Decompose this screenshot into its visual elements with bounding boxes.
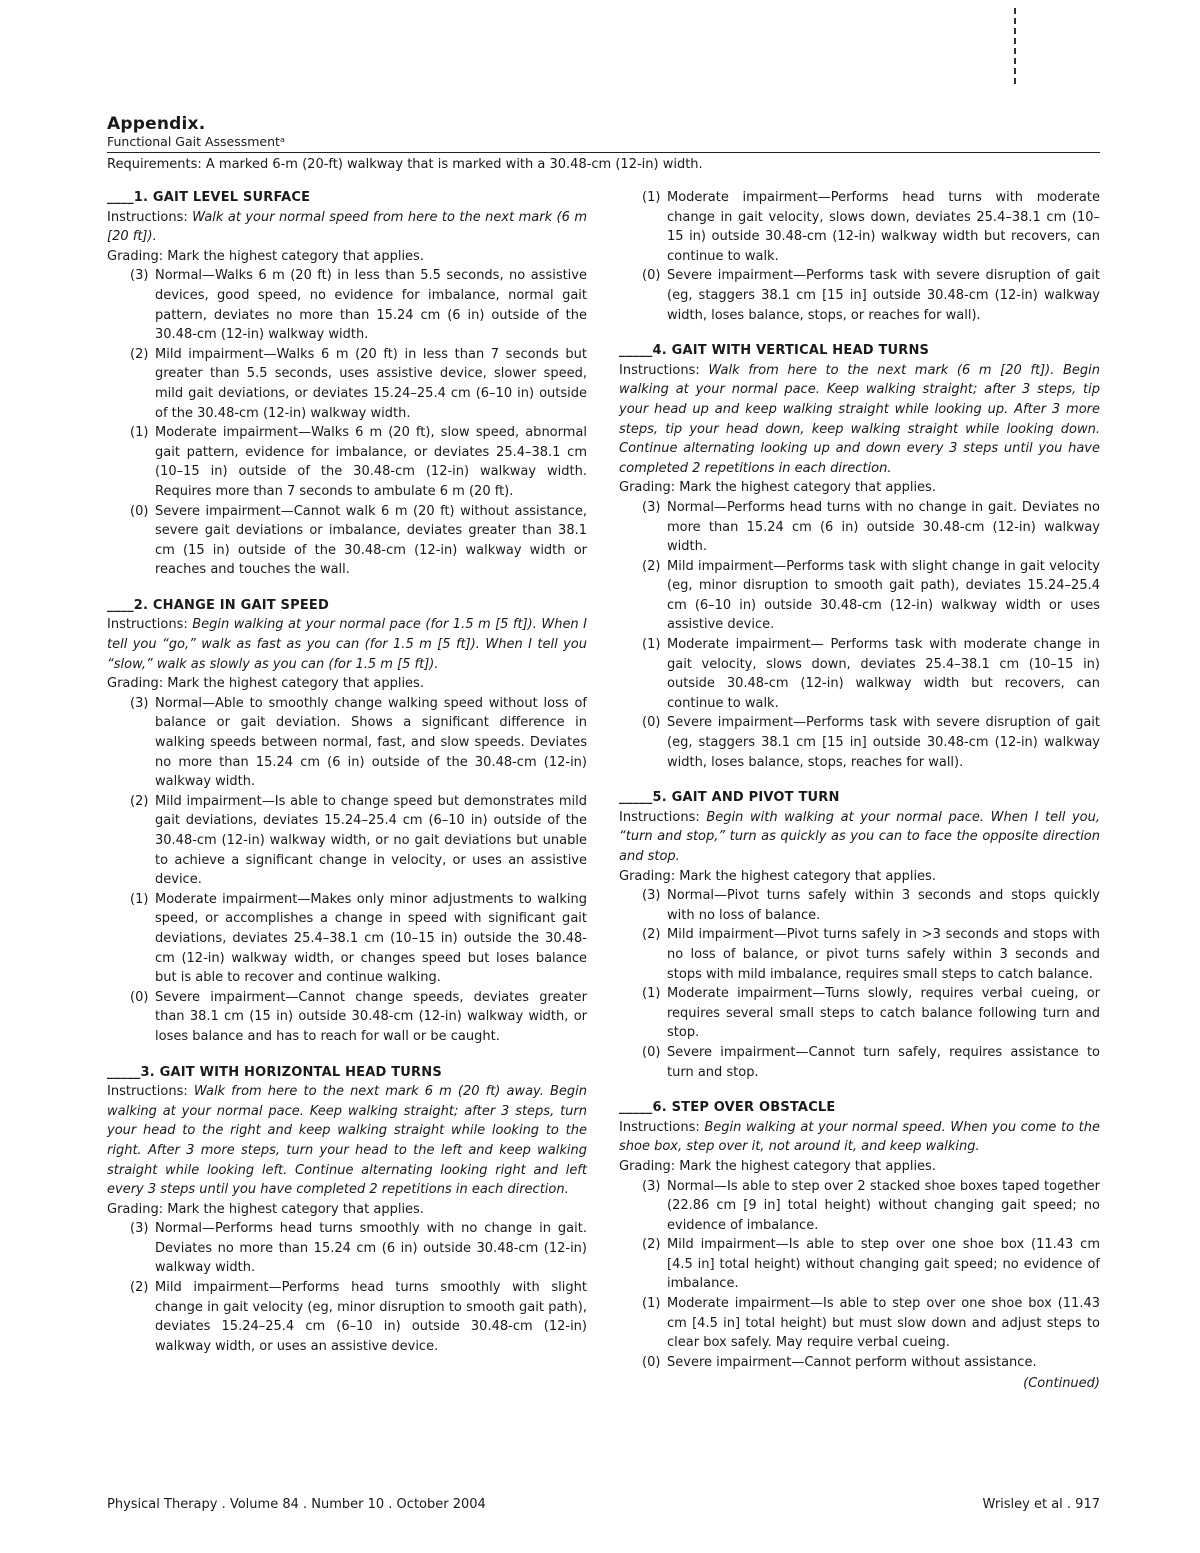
grade-code: (3)	[642, 1178, 661, 1194]
section-gait-level-surface	[107, 188, 587, 580]
grade-item	[619, 1353, 1100, 1373]
grade-code: (2)	[642, 1237, 661, 1253]
section-gait-and-pivot-turn	[619, 788, 1100, 1082]
grading-label: Grading: Mark the highest category that applies.	[619, 480, 936, 496]
journal-citation: Physical Therapy . Volume 84 . Number 10 . October 2004	[107, 1497, 486, 1512]
section-instructions	[107, 615, 587, 674]
grade-item	[619, 886, 1100, 925]
grade-item	[107, 502, 587, 580]
appendix-subtitle: Functional Gait Assessmentᵃ	[107, 134, 285, 149]
section-title: ____1. GAIT LEVEL SURFACE	[107, 190, 311, 205]
grade-text: Normal—Walks 6 m (20 ft) in less than 5.5 seconds, no assistive devices, good speed, no evidence for imbalance, normal gait pattern, deviates no more than 15.24 cm (6 in) outside of the 30.48-cm (12-in) walkway width.	[155, 268, 587, 343]
grade-text: Mild impairment—Walks 6 m (20 ft) in less than 7 seconds but greater than 5.5 seconds, uses assistive device, slower speed, mild gait deviations, or deviates 15.24–25.4 cm (6–10 in) outside of the 30.48-cm (12-in) walkway width.	[155, 346, 587, 421]
grade-code: (1)	[642, 986, 661, 1002]
section-instructions	[107, 208, 587, 247]
grade-item	[107, 1219, 587, 1278]
grade-text: Severe impairment—Cannot turn safely, requires assistance to turn and stop.	[667, 1044, 1100, 1080]
instructions-text: Walk from here to the next mark 6 m (20 ft) away. Begin walking at your normal pace. Keep walking straight; after 3 steps, turn your head to the right and keep walking straight while looking to the right. After 3 more steps, turn your head to the left and keep walking straight while looking left. Continue alternating looking right and left every 3 steps until you have completed 2 repetitions in each direction.	[107, 1084, 587, 1198]
grade-item	[619, 188, 1100, 266]
section-horizontal-head-turns	[107, 1063, 587, 1357]
grade-text: Normal—Performs head turns with no change in gait. Deviates no more than 15.24 cm (6 in) outside 30.48-cm (12-in) walkway width.	[667, 499, 1100, 555]
appendix-header	[107, 114, 1100, 174]
grade-code: (2)	[642, 927, 661, 943]
grade-code: (1)	[642, 1296, 661, 1312]
grade-code: (0)	[642, 715, 661, 731]
grade-code: (0)	[642, 1044, 661, 1060]
grade-text: Normal—Performs head turns smoothly with no change in gait. Deviates no more than 15.24 cm (6 in) outside 30.48-cm (12-in) walkway width.	[155, 1221, 587, 1276]
grading-label: Grading: Mark the highest category that applies.	[619, 868, 936, 884]
section-instructions	[619, 361, 1100, 479]
continued-note: (Continued)	[1023, 1376, 1100, 1392]
grade-code: (2)	[642, 558, 661, 574]
grade-text: Mild impairment—Performs head turns smoothly with slight change in gait velocity (eg, minor disruption to smooth gait path), deviates 15.24–25.4 cm (6–10 in) outside 30.48-cm (12-in) walkway width, or uses an assistive device.	[155, 1280, 587, 1354]
grade-item	[619, 498, 1100, 557]
grade-text: Mild impairment—Is able to step over one shoe box (11.43 cm [4.5 in] total height) without changing gait speed; no evidence of imbalance.	[667, 1237, 1100, 1292]
grade-code: (3)	[130, 1221, 149, 1237]
grade-text: Normal—Is able to step over 2 stacked shoe boxes taped together (22.86 cm [9 in] total height) without changing gait speed; no evidence of imbalance.	[667, 1178, 1100, 1233]
section-instructions	[619, 1118, 1100, 1157]
section-title: ____2. CHANGE IN GAIT SPEED	[107, 597, 329, 613]
section-step-over-obstacle	[619, 1098, 1100, 1394]
grade-item	[619, 266, 1100, 325]
grade-item	[619, 1177, 1100, 1236]
grade-text: Normal—Able to smoothly change walking speed without loss of balance or gait deviation. Shows a significant difference in walking speeds between normal, fast, and slow speeds. Deviates no more than 15.24 cm (6 in) outside of the 30.48-cm (12-in) walkway width.	[155, 695, 587, 790]
grade-code: (2)	[130, 346, 149, 362]
grade-item	[619, 713, 1100, 772]
grade-code: (1)	[130, 891, 149, 907]
grade-text: Moderate impairment—Makes only minor adjustments to walking speed, or accomplishes a change in speed with significant gait deviations, deviates 25.4–38.1 cm (10–15 in) outside the 30.48-cm (12-in) walkway width, or changes speed but loses balance but is able to recover and continue walking.	[155, 891, 587, 986]
instructions-label: Instructions:	[619, 1119, 705, 1135]
grade-code: (2)	[130, 793, 149, 809]
grade-item	[107, 792, 587, 890]
grade-item	[619, 1294, 1100, 1353]
grade-item	[619, 1235, 1100, 1294]
requirements-text: Requirements: A marked 6-m (20-ft) walkway that is marked with a 30.48-cm (12-in) width.	[107, 157, 703, 172]
grade-item	[619, 635, 1100, 713]
grade-item	[107, 1278, 587, 1356]
grade-code: (3)	[130, 695, 149, 711]
section-horizontal-head-turns-continued	[619, 188, 1100, 325]
instructions-text: Begin with walking at your normal pace. When I tell you, “turn and stop,” turn as quickly as you can to face the opposite direction and stop.	[619, 809, 1100, 864]
grade-code: (0)	[130, 989, 149, 1005]
section-title: _____3. GAIT WITH HORIZONTAL HEAD TURNS	[107, 1064, 442, 1080]
appendix-title: Appendix.	[107, 114, 206, 134]
grade-item	[619, 925, 1100, 984]
grade-text: Mild impairment—Is able to change speed but demonstrates mild gait deviations, deviates 15.24–25.4 cm (6–10 in) outside of the 30.48-cm (12-in) walkway width, or no gait deviations but unable to achieve a significant change in velocity, or uses an assistive device.	[155, 793, 587, 888]
grade-code: (3)	[642, 888, 661, 904]
instructions-label: Instructions:	[107, 617, 193, 633]
section-title: _____6. STEP OVER OBSTACLE	[619, 1100, 836, 1116]
grade-code: (0)	[642, 268, 661, 284]
section-instructions	[107, 1082, 587, 1200]
instructions-text: Walk from here to the next mark (6 m [20 ft]). Begin walking at your normal pace. Keep walking straight; after 3 steps, tip your head up and keep walking straight while looking up. After 3 more steps, tip your head down, keep walking straight while looking down. Continue alternating looking up and down every 3 steps until you have completed 2 repetitions in each direction.	[619, 362, 1100, 476]
grade-item	[619, 557, 1100, 635]
grading-label: Grading: Mark the highest category that applies.	[107, 1201, 424, 1217]
grade-text: Severe impairment—Performs task with severe disruption of gait (eg, staggers 38.1 cm [15 in] outside 30.48-cm (12-in) walkway width, loses balance, stops, reaches for wall).	[667, 715, 1100, 770]
section-title: _____5. GAIT AND PIVOT TURN	[619, 790, 840, 806]
grade-item	[107, 890, 587, 988]
grading-label: Grading: Mark the highest category that applies.	[619, 1158, 936, 1174]
grade-code: (3)	[130, 268, 149, 284]
grade-text: Moderate impairment—Is able to step over one shoe box (11.43 cm [4.5 in] total height) but must slow down and adjust steps to clear box safely. May require verbal cueing.	[667, 1296, 1100, 1351]
section-change-in-gait-speed	[107, 596, 587, 1047]
instructions-text: Begin walking at your normal speed. When you come to the shoe box, step over it, not around it, and keep walking.	[619, 1119, 1100, 1155]
grade-code: (1)	[130, 425, 149, 441]
margin-mark	[1014, 8, 1016, 84]
section-vertical-head-turns	[619, 341, 1100, 772]
grade-item	[619, 984, 1100, 1043]
instructions-text: Walk at your normal speed from here to the next mark (6 m [20 ft]).	[107, 209, 587, 245]
page-number: Wrisley et al . 917	[982, 1497, 1100, 1512]
grade-text: Moderate impairment—Performs head turns with moderate change in gait velocity, slows down, deviates 25.4–38.1 cm (10–15 in) outside 30.48-cm (12-in) walkway width but recovers, can continue to walk.	[667, 190, 1100, 264]
grade-code: (0)	[642, 1354, 661, 1370]
instructions-text: Begin walking at your normal pace (for 1.5 m [5 ft]). When I tell you “go,” walk as fast as you can (for 1.5 m [5 ft]). When I tell you “slow,” walk as slowly as you can (for 1.5 m [5 ft]).	[107, 617, 587, 672]
instructions-label: Instructions:	[107, 209, 193, 225]
left-column	[107, 188, 587, 1372]
grade-code: (1)	[642, 637, 661, 653]
instructions-label: Instructions:	[619, 362, 709, 378]
grade-item	[107, 266, 587, 344]
grade-text: Severe impairment—Performs task with severe disruption of gait (eg, staggers 38.1 cm [15 in] outside 30.48-cm (12-in) walkway width, loses balance, stops, or reaches for wall).	[667, 268, 1100, 323]
grade-code: (3)	[642, 499, 661, 515]
grade-text: Severe impairment—Cannot change speeds, deviates greater than 38.1 cm (15 in) outside 30.48-cm (12-in) walkway width, or loses balance and has to reach for wall or be caught.	[155, 989, 587, 1044]
grade-text: Moderate impairment—Walks 6 m (20 ft), slow speed, abnormal gait pattern, evidence for imbalance, or deviates 25.4–38.1 cm (10–15 in) outside of the 30.48-cm (12-in) walkway width. Requires more than 7 seconds to ambulate 6 m (20 ft).	[155, 425, 587, 499]
grade-code: (2)	[130, 1280, 149, 1296]
grade-code: (1)	[642, 190, 661, 205]
instructions-label: Instructions:	[107, 1084, 194, 1100]
grade-text: Severe impairment—Cannot walk 6 m (20 ft) without assistance, severe gait deviations or imbalance, deviates greater than 38.1 cm (15 in) outside of the 30.48-cm (12-in) walkway width or reaches and touches the wall.	[155, 503, 587, 578]
grade-text: Mild impairment—Pivot turns safely in >3 seconds and stops with no loss of balance, or pivot turns safely within 3 seconds and stops with mild imbalance, requires small steps to catch balance.	[667, 927, 1100, 982]
grading-label: Grading: Mark the highest category that applies.	[107, 248, 424, 264]
grade-text: Normal—Pivot turns safely within 3 seconds and stops quickly with no loss of balance.	[667, 888, 1100, 923]
grade-text: Mild impairment—Performs task with slight change in gait velocity (eg, minor disruption to smooth gait path), deviates 15.24–25.4 cm (6–10 in) outside 30.48-cm (12-in) walkway width or uses assistive device.	[667, 558, 1100, 633]
grade-item	[619, 1043, 1100, 1082]
header-rule	[107, 152, 1100, 153]
grade-item	[107, 345, 587, 423]
grade-item	[107, 694, 587, 792]
right-column	[619, 188, 1100, 1410]
grading-label: Grading: Mark the highest category that applies.	[107, 676, 424, 692]
grade-item	[107, 423, 587, 501]
grade-code: (0)	[130, 503, 149, 519]
grade-text: Moderate impairment— Performs task with moderate change in gait velocity, slows down, deviates 25.4–38.1 cm (10–15 in) outside 30.48-cm (12-in) walkway width but recovers, can continue to walk.	[667, 637, 1100, 711]
section-title: _____4. GAIT WITH VERTICAL HEAD TURNS	[619, 343, 930, 359]
grade-text: Moderate impairment—Turns slowly, requires verbal cueing, or requires several small steps to catch balance following turn and stop.	[667, 986, 1100, 1041]
grade-text: Severe impairment—Cannot perform without assistance.	[667, 1354, 1037, 1370]
instructions-label: Instructions:	[619, 809, 707, 825]
grade-item	[107, 988, 587, 1047]
section-instructions	[619, 808, 1100, 867]
